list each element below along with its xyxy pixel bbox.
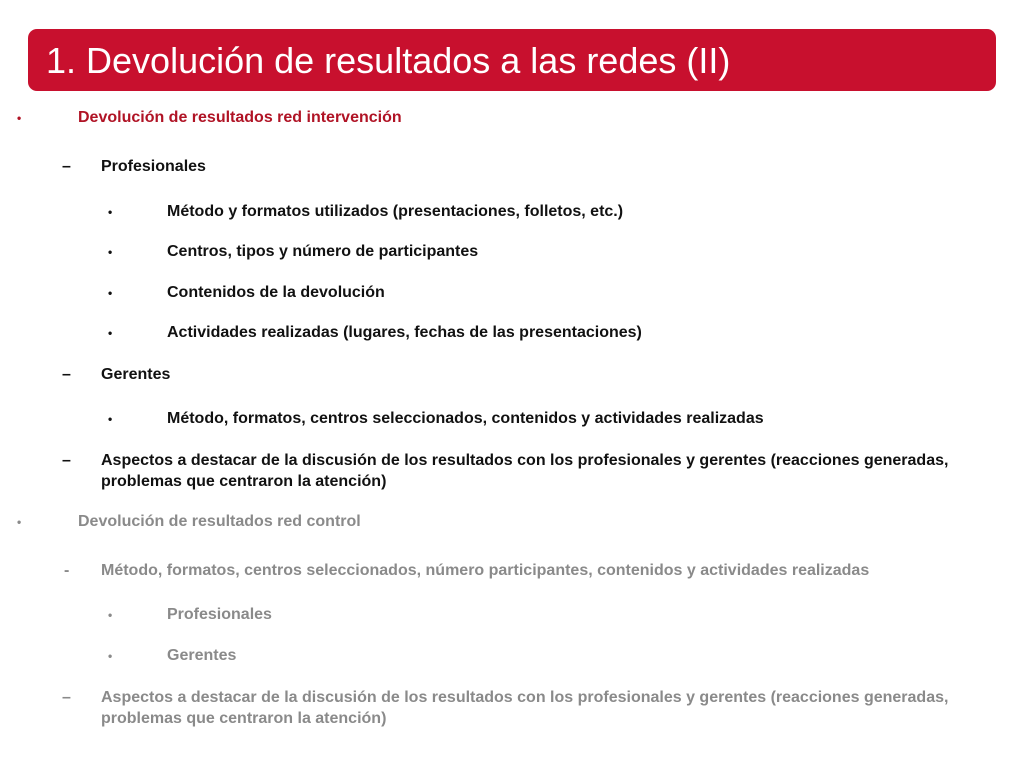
dash-icon: – [62,158,71,175]
subsection-label: Profesionales [101,158,206,175]
subsection-text: Aspectos a destacar de la discusión de los resultados con los profesionales y gerentes (reacciones generadas, problemas que centraron la atención) [101,452,949,490]
bullet-icon: • [17,515,22,529]
section-heading-text: Devolución de resultados red intervención [78,109,402,126]
dash-icon: - [64,562,70,579]
dash-icon: – [62,452,71,469]
list-item-text: Centros, tipos y número de participantes [167,243,479,260]
list-item-text: Contenidos de la devolución [167,284,385,301]
section-heading-text: Devolución de resultados red control [78,513,361,530]
list-item-text: Profesionales [167,606,272,623]
bullet-icon: • [108,205,113,219]
bullet-icon: • [108,412,113,426]
bullet-icon: • [108,326,113,340]
bullet-icon: • [108,286,113,300]
list-item-text: Método y formatos utilizados (presentaciones, folletos, etc.) [167,203,624,220]
subsection-text: Aspectos a destacar de la discusión de los resultados con los profesionales y gerentes (reacciones generadas, problemas que centraron la atención) [101,689,949,727]
slide-title: 1. Devolución de resultados a las redes (II) [46,40,731,81]
list-item-text: Método, formatos, centros seleccionados, contenidos y actividades realizadas [167,410,764,427]
bullet-icon: • [108,245,113,259]
title-bar [28,29,996,91]
dash-icon: – [62,366,71,383]
bullet-icon: • [108,649,113,663]
list-item-text: Gerentes [167,647,237,664]
subsection-label: Gerentes [101,366,171,383]
dash-icon: – [62,689,71,706]
subsection-text: Método, formatos, centros seleccionados, número participantes, contenidos y actividades realizadas [101,562,870,579]
bullet-icon: • [17,111,22,125]
bullet-icon: • [108,608,113,622]
list-item-text: Actividades realizadas (lugares, fechas de las presentaciones) [167,324,642,341]
